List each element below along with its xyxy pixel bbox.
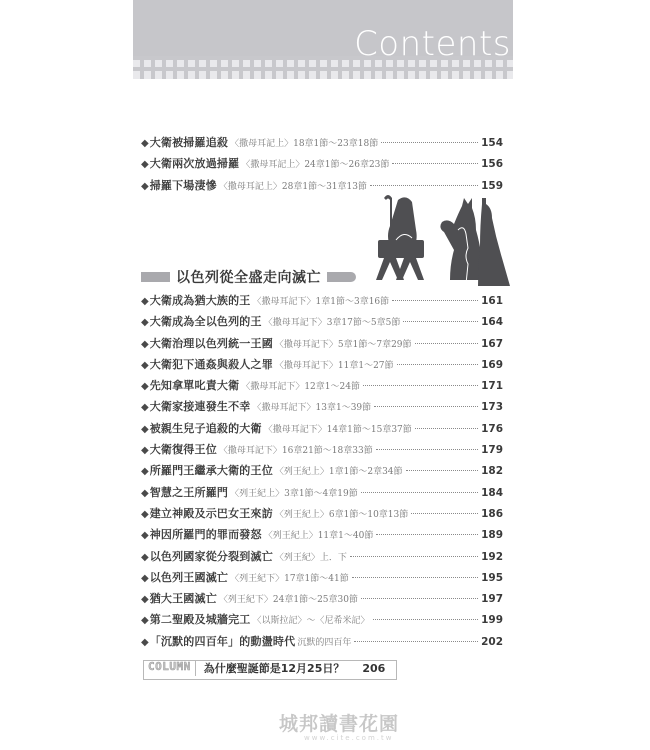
toc-entry[interactable] <box>141 134 503 155</box>
entry-title: 大衛成為猶大族的王 <box>149 294 251 307</box>
entry-title: 大衛治理以色列統一王國 <box>149 336 273 350</box>
toc-entry[interactable] <box>141 548 503 569</box>
entry-reference: 〈撒母耳記下〉16章21節～18章33節 <box>218 446 373 457</box>
heading-bar-right <box>327 272 356 282</box>
diamond-bullet-icon: ◆ <box>141 445 149 457</box>
dot-leader <box>406 470 479 471</box>
dot-leader <box>373 619 479 620</box>
dot-leader <box>352 577 478 578</box>
column-page: 206 <box>362 661 386 675</box>
entry-reference: 〈列王紀上〉6章1節～10章13節 <box>274 509 409 520</box>
entry-page: 169 <box>481 358 503 371</box>
entry-title: 大衛家接連發生不幸 <box>149 400 251 414</box>
entry-page: 154 <box>481 137 503 149</box>
entry-page: 192 <box>481 550 503 563</box>
entry-page: 179 <box>481 444 503 457</box>
section-heading <box>141 266 356 288</box>
entry-reference: 〈列王紀上〉1章1節～2章34節 <box>274 467 403 478</box>
column-tag: COLUMN <box>148 659 191 673</box>
toc-entry[interactable] <box>141 633 503 654</box>
column-entry <box>195 660 396 676</box>
nativity-illustration-icon <box>370 192 520 292</box>
entry-reference: 沉默的四百年 <box>297 637 352 648</box>
entry-title: 大衛兩次放過掃羅 <box>149 157 240 171</box>
dot-leader <box>403 321 478 322</box>
toc-page <box>133 0 513 700</box>
watermark <box>264 709 414 749</box>
dot-leader <box>392 300 478 301</box>
entry-page: 195 <box>481 571 503 584</box>
entry-page: 171 <box>481 380 503 393</box>
toc-entry[interactable] <box>141 313 503 334</box>
entry-title: 建立神殿及示巴女王來訪 <box>149 506 273 520</box>
entry-page: 182 <box>481 465 503 478</box>
diamond-bullet-icon: ◆ <box>141 381 149 393</box>
toc-entry[interactable] <box>141 335 503 356</box>
entry-reference: 〈撒母耳記下〉14章1節～15章37節 <box>263 424 412 435</box>
diamond-bullet-icon: ◆ <box>141 572 149 584</box>
entry-title: 智慧之王所羅門 <box>149 485 229 499</box>
entry-title: 先知拿單叱責大衛 <box>149 379 240 393</box>
toc-entry[interactable] <box>141 356 503 377</box>
diamond-bullet-icon: ◆ <box>141 338 149 350</box>
diamond-bullet-icon: ◆ <box>141 159 149 171</box>
toc-entry[interactable] <box>141 398 503 419</box>
entry-reference: 〈撒母耳記下〉13章1～39節 <box>252 403 372 414</box>
entry-reference: 〈列王紀下〉24章1節～25章30節 <box>218 595 358 606</box>
entry-reference: 〈撒母耳記下〉11章1～27節 <box>274 360 394 371</box>
entry-reference: 〈以斯拉記〉～〈尼希米記〉 <box>252 616 370 627</box>
entry-reference: 〈撒母耳記下〉3章17節～5章5節 <box>263 318 401 329</box>
toc-list-top <box>141 134 503 198</box>
entry-page: 176 <box>481 422 503 435</box>
heading-bar-left <box>141 272 170 282</box>
entry-page: 184 <box>481 486 503 499</box>
entry-title: 以色列國家從分裂到滅亡 <box>149 549 273 563</box>
diamond-bullet-icon: ◆ <box>141 296 149 307</box>
entry-reference: 〈撒母耳記下〉1章1節～3章16節 <box>252 297 390 307</box>
dot-leader <box>392 163 478 164</box>
contents-header <box>133 0 513 80</box>
entry-title: 大衛被掃羅追殺 <box>149 136 229 149</box>
dot-leader <box>397 364 479 365</box>
entry-reference: 〈撒母耳記下〉5章1節～7章29節 <box>274 339 412 350</box>
dot-leader <box>354 641 478 642</box>
toc-entry[interactable] <box>141 611 503 632</box>
entry-reference: 〈撒母耳記上〉28章1節～31章13節 <box>218 181 367 192</box>
dot-leader <box>361 598 478 599</box>
column-box[interactable] <box>143 660 397 680</box>
entry-title: 大衛犯下通姦與殺人之罪 <box>149 357 273 371</box>
section-title: 以色列從全盛走向滅亡 <box>176 270 321 286</box>
entry-page: 199 <box>481 614 503 627</box>
diamond-bullet-icon: ◆ <box>141 594 149 606</box>
dot-leader <box>350 556 478 557</box>
entry-reference: 〈撒母耳記上〉24章1節～26章23節 <box>241 160 390 171</box>
diamond-bullet-icon: ◆ <box>141 180 149 192</box>
entry-title: 「沉默的四百年」的動盪時代 <box>149 634 296 648</box>
diamond-bullet-icon: ◆ <box>141 636 149 648</box>
entry-page: 164 <box>481 316 503 329</box>
page-title: Contents <box>354 24 511 64</box>
entry-title: 神因所羅門的罪而發怒 <box>149 528 262 542</box>
entry-title: 掃羅下場淒慘 <box>149 178 217 192</box>
entry-page: 189 <box>481 529 503 542</box>
entry-title: 大衛成為全以色列的王 <box>149 315 262 329</box>
entry-title: 大衛復得王位 <box>149 443 217 457</box>
toc-entry[interactable] <box>141 505 503 526</box>
entry-page: 159 <box>481 179 503 192</box>
entry-page: 173 <box>481 401 503 414</box>
column-title: 為什麼聖誕節是12月25日？ <box>203 662 345 675</box>
diamond-bullet-icon: ◆ <box>141 402 149 414</box>
diamond-bullet-icon: ◆ <box>141 466 149 478</box>
diamond-bullet-icon: ◆ <box>141 423 149 435</box>
entry-title: 被親生兒子追殺的大衛 <box>149 421 262 435</box>
diamond-bullet-icon: ◆ <box>141 317 149 329</box>
dot-leader <box>411 513 478 514</box>
entry-reference: 〈列王紀〉上．下 <box>274 552 347 563</box>
entry-reference: 〈列王紀上〉3章1節～4章19節 <box>230 488 358 499</box>
dot-leader <box>381 142 478 143</box>
watermark-title: 城邦讀書花園 <box>278 713 399 735</box>
toc-entry[interactable] <box>141 441 503 462</box>
toc-entry[interactable] <box>141 377 503 398</box>
dot-leader <box>376 534 478 535</box>
diamond-bullet-icon: ◆ <box>141 551 149 563</box>
toc-entry[interactable] <box>141 484 503 505</box>
diamond-bullet-icon: ◆ <box>141 359 149 371</box>
diamond-bullet-icon: ◆ <box>141 138 149 149</box>
entry-page: 156 <box>481 158 503 171</box>
dot-leader <box>370 185 478 186</box>
diamond-bullet-icon: ◆ <box>141 530 149 542</box>
watermark-url: www.cite.com.tw <box>304 734 394 742</box>
entry-title: 猶大王國滅亡 <box>149 592 217 606</box>
diamond-bullet-icon: ◆ <box>141 508 149 520</box>
entry-page: 161 <box>481 295 503 307</box>
entry-page: 167 <box>481 337 503 350</box>
dot-leader <box>415 343 479 344</box>
toc-entry[interactable] <box>141 569 503 590</box>
toc-entry[interactable] <box>141 292 503 313</box>
diamond-bullet-icon: ◆ <box>141 615 149 627</box>
toc-list <box>141 292 503 654</box>
diamond-bullet-icon: ◆ <box>141 487 149 499</box>
toc-entry[interactable] <box>141 155 503 176</box>
entry-title: 所羅門王繼承大衛的王位 <box>149 464 273 478</box>
toc-entry[interactable] <box>141 526 503 547</box>
entry-title: 以色列王國滅亡 <box>149 570 229 584</box>
dot-leader <box>361 492 478 493</box>
toc-entry[interactable] <box>141 590 503 611</box>
dot-leader <box>374 406 478 407</box>
entry-reference: 〈撒母耳記下〉12章1～24節 <box>241 382 360 393</box>
entry-reference: 〈撒母耳記上〉18章1節～23章18節 <box>230 139 379 149</box>
entry-page: 186 <box>481 507 503 520</box>
dot-leader <box>363 385 478 386</box>
entry-reference: 〈列王紀下〉17章1節～41節 <box>230 573 349 584</box>
dot-leader <box>376 449 478 450</box>
toc-entry[interactable] <box>141 420 503 441</box>
entry-title: 第二聖殿及城牆完工 <box>149 613 251 627</box>
entry-page: 202 <box>481 635 503 648</box>
entry-page: 197 <box>481 593 503 606</box>
toc-entry[interactable] <box>141 462 503 483</box>
dot-leader <box>415 428 478 429</box>
entry-reference: 〈列王紀上〉11章1～40節 <box>263 531 374 542</box>
